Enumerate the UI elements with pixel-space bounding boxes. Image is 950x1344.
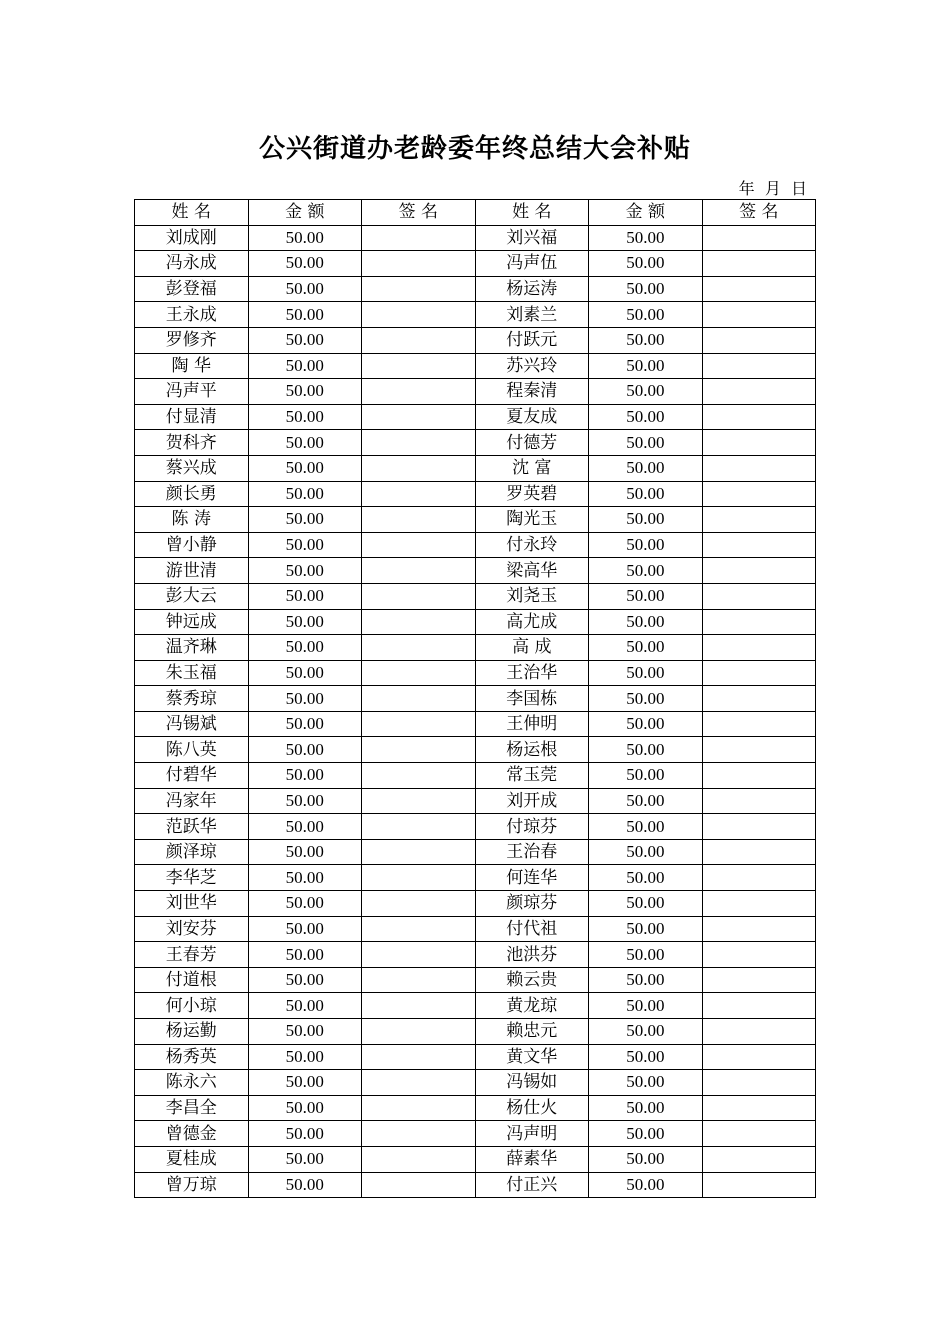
right-amount-cell: 50.00 <box>589 916 703 942</box>
right-name-cell: 常玉莞 <box>475 763 589 789</box>
table-row <box>135 1070 816 1096</box>
right-name-cell: 高尤成 <box>475 609 589 635</box>
right-amount-cell: 50.00 <box>589 1121 703 1147</box>
column-header-signature-right: 签 名 <box>702 200 815 226</box>
right-amount-cell: 50.00 <box>589 251 703 277</box>
left-name-cell: 陈八英 <box>135 737 249 763</box>
left-amount-cell: 50.00 <box>248 583 362 609</box>
left-amount-cell: 50.00 <box>248 507 362 533</box>
right-signature-cell <box>702 276 815 302</box>
left-signature-cell <box>362 379 476 405</box>
left-amount-cell: 50.00 <box>248 788 362 814</box>
table-row <box>135 1121 816 1147</box>
right-signature-cell <box>702 583 815 609</box>
left-signature-cell <box>362 481 476 507</box>
right-amount-cell: 50.00 <box>589 302 703 328</box>
right-name-cell: 陶光玉 <box>475 507 589 533</box>
table-header-row <box>135 200 816 226</box>
left-name-cell: 颜泽琼 <box>135 839 249 865</box>
left-name-cell: 付碧华 <box>135 763 249 789</box>
right-amount-cell: 50.00 <box>589 430 703 456</box>
left-signature-cell <box>362 558 476 584</box>
left-name-cell: 蔡兴成 <box>135 455 249 481</box>
left-signature-cell <box>362 1044 476 1070</box>
right-signature-cell <box>702 481 815 507</box>
left-name-cell: 夏桂成 <box>135 1146 249 1172</box>
left-name-cell: 冯锡斌 <box>135 711 249 737</box>
right-name-cell: 薛素华 <box>475 1146 589 1172</box>
right-amount-cell: 50.00 <box>589 455 703 481</box>
right-name-cell: 王伸明 <box>475 711 589 737</box>
right-amount-cell: 50.00 <box>589 507 703 533</box>
table-row <box>135 276 816 302</box>
right-signature-cell <box>702 635 815 661</box>
left-signature-cell <box>362 891 476 917</box>
table-row <box>135 686 816 712</box>
left-signature-cell <box>362 455 476 481</box>
left-name-cell: 王永成 <box>135 302 249 328</box>
table-row <box>135 481 816 507</box>
table-row <box>135 609 816 635</box>
table-row <box>135 1095 816 1121</box>
right-signature-cell <box>702 1121 815 1147</box>
right-name-cell: 何连华 <box>475 865 589 891</box>
column-header-amount-left: 金 额 <box>248 200 362 226</box>
right-name-cell: 黄文华 <box>475 1044 589 1070</box>
right-name-cell: 李国栋 <box>475 686 589 712</box>
right-amount-cell: 50.00 <box>589 1146 703 1172</box>
table-row <box>135 711 816 737</box>
table-row <box>135 1019 816 1045</box>
left-signature-cell <box>362 1070 476 1096</box>
left-signature-cell <box>362 660 476 686</box>
right-signature-cell <box>702 686 815 712</box>
right-signature-cell <box>702 916 815 942</box>
left-name-cell: 李华芝 <box>135 865 249 891</box>
right-name-cell: 付永玲 <box>475 532 589 558</box>
left-name-cell: 陈永六 <box>135 1070 249 1096</box>
right-name-cell: 夏友成 <box>475 404 589 430</box>
table-row <box>135 353 816 379</box>
table-row <box>135 967 816 993</box>
right-signature-cell <box>702 891 815 917</box>
right-name-cell: 付琼芬 <box>475 814 589 840</box>
left-amount-cell: 50.00 <box>248 763 362 789</box>
right-amount-cell: 50.00 <box>589 891 703 917</box>
left-name-cell: 杨运勤 <box>135 1019 249 1045</box>
right-amount-cell: 50.00 <box>589 532 703 558</box>
right-amount-cell: 50.00 <box>589 1070 703 1096</box>
right-signature-cell <box>702 225 815 251</box>
right-amount-cell: 50.00 <box>589 353 703 379</box>
left-signature-cell <box>362 609 476 635</box>
left-name-cell: 贺科齐 <box>135 430 249 456</box>
table-row <box>135 251 816 277</box>
left-signature-cell <box>362 942 476 968</box>
right-name-cell: 杨仕火 <box>475 1095 589 1121</box>
table-body <box>135 225 816 1198</box>
left-signature-cell <box>362 1095 476 1121</box>
right-name-cell: 赖忠元 <box>475 1019 589 1045</box>
left-amount-cell: 50.00 <box>248 1070 362 1096</box>
right-amount-cell: 50.00 <box>589 225 703 251</box>
left-amount-cell: 50.00 <box>248 942 362 968</box>
left-amount-cell: 50.00 <box>248 891 362 917</box>
left-name-cell: 刘成刚 <box>135 225 249 251</box>
left-amount-cell: 50.00 <box>248 379 362 405</box>
left-amount-cell: 50.00 <box>248 711 362 737</box>
right-name-cell: 付正兴 <box>475 1172 589 1198</box>
left-amount-cell: 50.00 <box>248 686 362 712</box>
right-signature-cell <box>702 379 815 405</box>
right-signature-cell <box>702 1146 815 1172</box>
right-name-cell: 罗英碧 <box>475 481 589 507</box>
table-row <box>135 737 816 763</box>
left-name-cell: 朱玉福 <box>135 660 249 686</box>
left-name-cell: 温齐琳 <box>135 635 249 661</box>
right-amount-cell: 50.00 <box>589 865 703 891</box>
right-signature-cell <box>702 711 815 737</box>
table-row <box>135 583 816 609</box>
table-row <box>135 327 816 353</box>
right-name-cell: 黄龙琼 <box>475 993 589 1019</box>
left-amount-cell: 50.00 <box>248 814 362 840</box>
left-name-cell: 罗修齐 <box>135 327 249 353</box>
right-signature-cell <box>702 558 815 584</box>
table-row <box>135 1172 816 1198</box>
left-name-cell: 何小琼 <box>135 993 249 1019</box>
table-row <box>135 379 816 405</box>
left-amount-cell: 50.00 <box>248 916 362 942</box>
right-amount-cell: 50.00 <box>589 481 703 507</box>
right-signature-cell <box>702 993 815 1019</box>
left-amount-cell: 50.00 <box>248 1095 362 1121</box>
table-row <box>135 865 816 891</box>
right-name-cell: 赖云贵 <box>475 967 589 993</box>
right-signature-cell <box>702 327 815 353</box>
left-signature-cell <box>362 865 476 891</box>
left-name-cell: 刘世华 <box>135 891 249 917</box>
right-signature-cell <box>702 609 815 635</box>
left-amount-cell: 50.00 <box>248 967 362 993</box>
left-signature-cell <box>362 763 476 789</box>
right-amount-cell: 50.00 <box>589 276 703 302</box>
right-signature-cell <box>702 302 815 328</box>
table-row <box>135 455 816 481</box>
table-row <box>135 891 816 917</box>
left-signature-cell <box>362 430 476 456</box>
table-row <box>135 916 816 942</box>
right-name-cell: 池洪芬 <box>475 942 589 968</box>
right-name-cell: 刘素兰 <box>475 302 589 328</box>
right-signature-cell <box>702 788 815 814</box>
left-signature-cell <box>362 532 476 558</box>
left-name-cell: 王春芳 <box>135 942 249 968</box>
right-signature-cell <box>702 1070 815 1096</box>
right-name-cell: 刘兴福 <box>475 225 589 251</box>
left-signature-cell <box>362 327 476 353</box>
left-name-cell: 付显清 <box>135 404 249 430</box>
left-amount-cell: 50.00 <box>248 865 362 891</box>
right-signature-cell <box>702 404 815 430</box>
right-signature-cell <box>702 1172 815 1198</box>
right-amount-cell: 50.00 <box>589 635 703 661</box>
left-amount-cell: 50.00 <box>248 660 362 686</box>
left-amount-cell: 50.00 <box>248 1044 362 1070</box>
left-name-cell: 彭登福 <box>135 276 249 302</box>
left-signature-cell <box>362 1172 476 1198</box>
left-amount-cell: 50.00 <box>248 1121 362 1147</box>
right-signature-cell <box>702 1044 815 1070</box>
left-name-cell: 杨秀英 <box>135 1044 249 1070</box>
table-row <box>135 430 816 456</box>
right-name-cell: 付跃元 <box>475 327 589 353</box>
right-signature-cell <box>702 763 815 789</box>
table-row <box>135 788 816 814</box>
left-signature-cell <box>362 1121 476 1147</box>
right-amount-cell: 50.00 <box>589 686 703 712</box>
left-signature-cell <box>362 635 476 661</box>
table-row <box>135 660 816 686</box>
right-name-cell: 王治春 <box>475 839 589 865</box>
right-signature-cell <box>702 814 815 840</box>
table-row <box>135 558 816 584</box>
right-signature-cell <box>702 430 815 456</box>
left-signature-cell <box>362 788 476 814</box>
right-amount-cell: 50.00 <box>589 839 703 865</box>
right-name-cell: 冯声伍 <box>475 251 589 277</box>
left-signature-cell <box>362 583 476 609</box>
left-amount-cell: 50.00 <box>248 327 362 353</box>
right-amount-cell: 50.00 <box>589 814 703 840</box>
table-row <box>135 507 816 533</box>
right-name-cell: 冯声明 <box>475 1121 589 1147</box>
right-amount-cell: 50.00 <box>589 583 703 609</box>
column-header-amount-right: 金 额 <box>589 200 703 226</box>
right-name-cell: 苏兴玲 <box>475 353 589 379</box>
right-amount-cell: 50.00 <box>589 1095 703 1121</box>
right-signature-cell <box>702 251 815 277</box>
right-signature-cell <box>702 455 815 481</box>
right-amount-cell: 50.00 <box>589 942 703 968</box>
left-amount-cell: 50.00 <box>248 558 362 584</box>
table-row <box>135 635 816 661</box>
column-header-name-left: 姓 名 <box>135 200 249 226</box>
left-amount-cell: 50.00 <box>248 532 362 558</box>
right-name-cell: 杨运涛 <box>475 276 589 302</box>
table-row <box>135 1044 816 1070</box>
right-signature-cell <box>702 507 815 533</box>
right-amount-cell: 50.00 <box>589 1044 703 1070</box>
left-name-cell: 冯永成 <box>135 251 249 277</box>
page-title: 公兴街道办老龄委年终总结大会补贴 <box>258 134 691 164</box>
right-amount-cell: 50.00 <box>589 404 703 430</box>
left-signature-cell <box>362 1146 476 1172</box>
right-name-cell: 梁高华 <box>475 558 589 584</box>
left-name-cell: 颜长勇 <box>135 481 249 507</box>
table-row <box>135 942 816 968</box>
right-signature-cell <box>702 660 815 686</box>
left-signature-cell <box>362 967 476 993</box>
right-signature-cell <box>702 532 815 558</box>
left-amount-cell: 50.00 <box>248 1019 362 1045</box>
left-signature-cell <box>362 916 476 942</box>
left-amount-cell: 50.00 <box>248 353 362 379</box>
right-amount-cell: 50.00 <box>589 1019 703 1045</box>
right-signature-cell <box>702 839 815 865</box>
left-name-cell: 李昌全 <box>135 1095 249 1121</box>
left-signature-cell <box>362 993 476 1019</box>
right-name-cell: 高 成 <box>475 635 589 661</box>
table-row <box>135 532 816 558</box>
left-name-cell: 冯声平 <box>135 379 249 405</box>
left-signature-cell <box>362 711 476 737</box>
right-amount-cell: 50.00 <box>589 967 703 993</box>
table-row <box>135 225 816 251</box>
left-name-cell: 蔡秀琼 <box>135 686 249 712</box>
left-amount-cell: 50.00 <box>248 455 362 481</box>
table-row <box>135 993 816 1019</box>
left-amount-cell: 50.00 <box>248 481 362 507</box>
right-amount-cell: 50.00 <box>589 993 703 1019</box>
left-name-cell: 刘安芬 <box>135 916 249 942</box>
right-name-cell: 刘开成 <box>475 788 589 814</box>
column-header-name-right: 姓 名 <box>475 200 589 226</box>
right-name-cell: 付德芳 <box>475 430 589 456</box>
left-name-cell: 曾小静 <box>135 532 249 558</box>
right-amount-cell: 50.00 <box>589 1172 703 1198</box>
left-name-cell: 曾万琼 <box>135 1172 249 1198</box>
left-signature-cell <box>362 404 476 430</box>
right-name-cell: 颜琼芬 <box>475 891 589 917</box>
right-name-cell: 沈 富 <box>475 455 589 481</box>
right-amount-cell: 50.00 <box>589 558 703 584</box>
left-amount-cell: 50.00 <box>248 635 362 661</box>
left-amount-cell: 50.00 <box>248 993 362 1019</box>
table-row <box>135 1146 816 1172</box>
right-signature-cell <box>702 353 815 379</box>
right-signature-cell <box>702 942 815 968</box>
left-signature-cell <box>362 1019 476 1045</box>
left-amount-cell: 50.00 <box>248 430 362 456</box>
right-signature-cell <box>702 1019 815 1045</box>
right-amount-cell: 50.00 <box>589 788 703 814</box>
left-name-cell: 范跃华 <box>135 814 249 840</box>
table-row <box>135 814 816 840</box>
left-name-cell: 陶 华 <box>135 353 249 379</box>
table-row <box>135 763 816 789</box>
left-amount-cell: 50.00 <box>248 276 362 302</box>
left-amount-cell: 50.00 <box>248 1146 362 1172</box>
left-signature-cell <box>362 686 476 712</box>
right-signature-cell <box>702 865 815 891</box>
right-signature-cell <box>702 967 815 993</box>
table-row <box>135 404 816 430</box>
right-name-cell: 冯锡如 <box>475 1070 589 1096</box>
left-amount-cell: 50.00 <box>248 737 362 763</box>
date-line: 年 月 日 <box>738 179 807 198</box>
left-amount-cell: 50.00 <box>248 225 362 251</box>
right-name-cell: 付代祖 <box>475 916 589 942</box>
right-amount-cell: 50.00 <box>589 379 703 405</box>
left-signature-cell <box>362 839 476 865</box>
right-name-cell: 刘尧玉 <box>475 583 589 609</box>
right-amount-cell: 50.00 <box>589 711 703 737</box>
right-amount-cell: 50.00 <box>589 737 703 763</box>
table-row <box>135 302 816 328</box>
right-name-cell: 杨运根 <box>475 737 589 763</box>
left-signature-cell <box>362 353 476 379</box>
left-amount-cell: 50.00 <box>248 609 362 635</box>
left-name-cell: 冯家年 <box>135 788 249 814</box>
left-name-cell: 钟远成 <box>135 609 249 635</box>
left-signature-cell <box>362 814 476 840</box>
right-amount-cell: 50.00 <box>589 763 703 789</box>
right-amount-cell: 50.00 <box>589 327 703 353</box>
left-name-cell: 陈 涛 <box>135 507 249 533</box>
left-signature-cell <box>362 507 476 533</box>
right-name-cell: 程秦清 <box>475 379 589 405</box>
left-amount-cell: 50.00 <box>248 302 362 328</box>
left-amount-cell: 50.00 <box>248 251 362 277</box>
right-amount-cell: 50.00 <box>589 609 703 635</box>
left-signature-cell <box>362 276 476 302</box>
left-name-cell: 游世清 <box>135 558 249 584</box>
table-row <box>135 839 816 865</box>
left-amount-cell: 50.00 <box>248 839 362 865</box>
column-header-signature-left: 签 名 <box>362 200 476 226</box>
right-name-cell: 王治华 <box>475 660 589 686</box>
left-name-cell: 付道根 <box>135 967 249 993</box>
left-signature-cell <box>362 302 476 328</box>
left-signature-cell <box>362 737 476 763</box>
left-name-cell: 曾德金 <box>135 1121 249 1147</box>
right-signature-cell <box>702 1095 815 1121</box>
left-name-cell: 彭大云 <box>135 583 249 609</box>
left-amount-cell: 50.00 <box>248 404 362 430</box>
left-signature-cell <box>362 251 476 277</box>
subsidy-table <box>134 199 816 1198</box>
left-amount-cell: 50.00 <box>248 1172 362 1198</box>
right-signature-cell <box>702 737 815 763</box>
left-signature-cell <box>362 225 476 251</box>
right-amount-cell: 50.00 <box>589 660 703 686</box>
